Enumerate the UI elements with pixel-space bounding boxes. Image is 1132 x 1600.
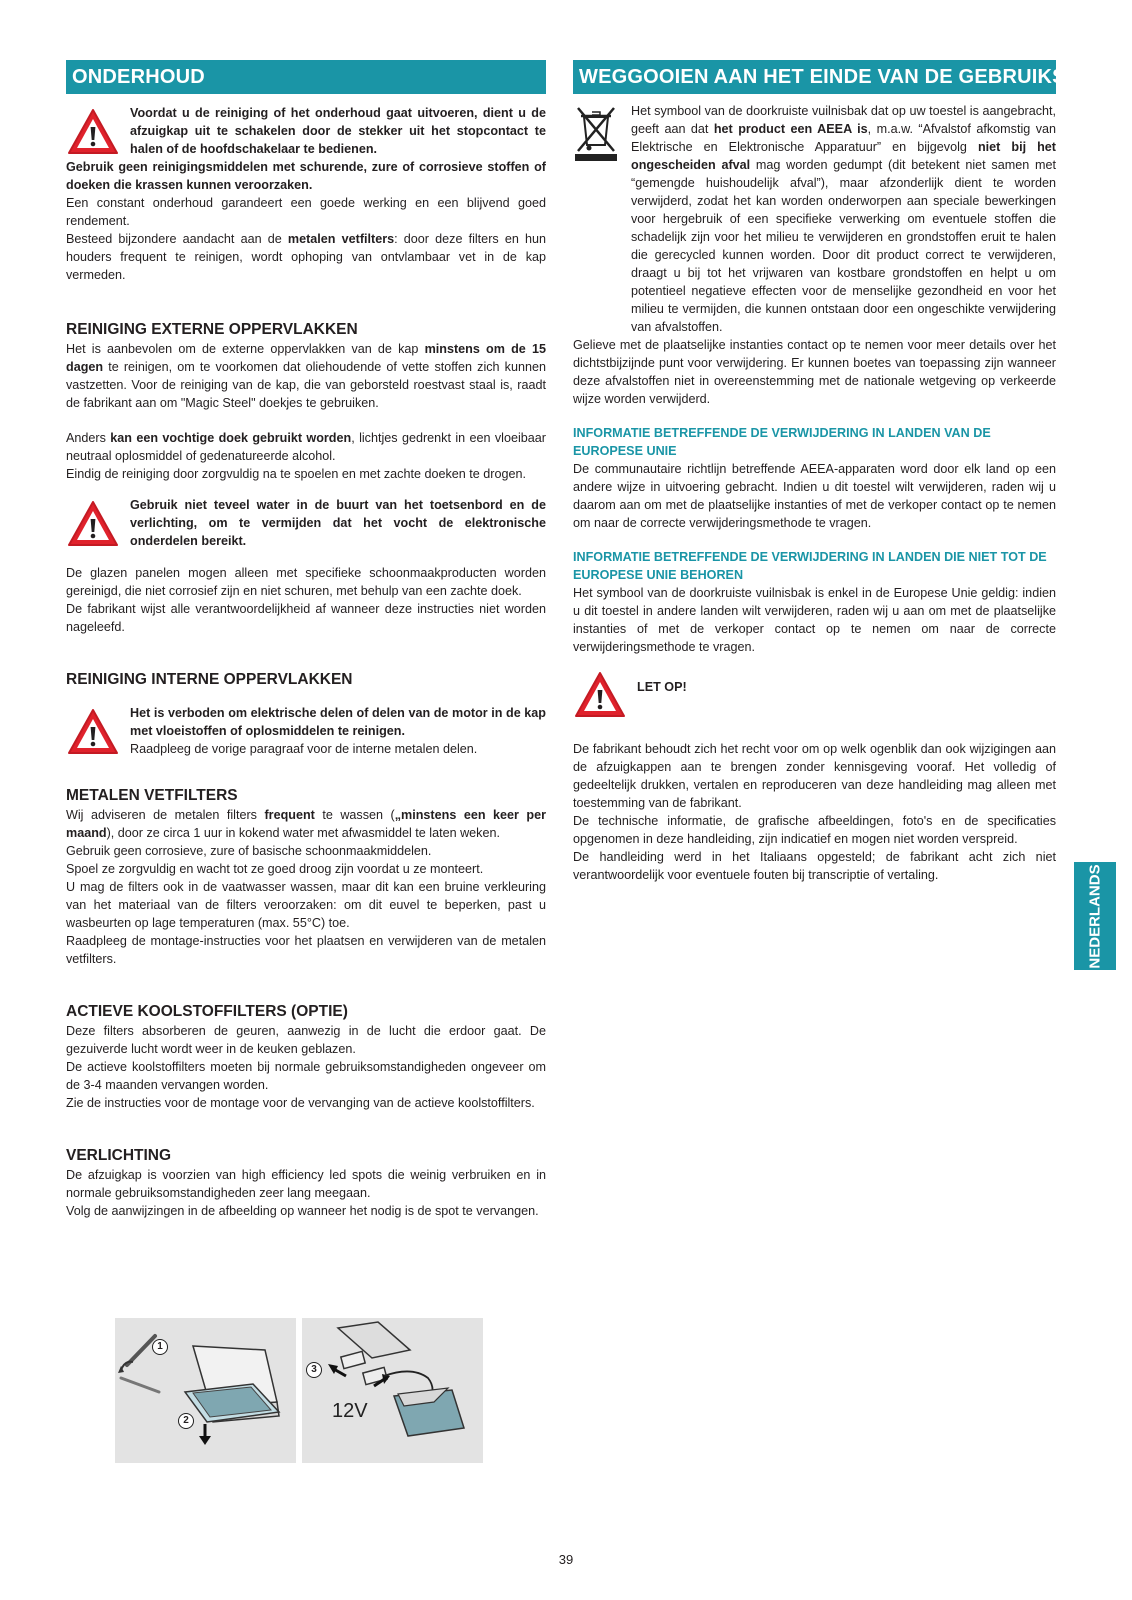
paragraph: Volg de aanwijzingen in de afbeelding op wanneer het nodig is de spot te vervangen.	[66, 1204, 539, 1218]
paragraph: Een constant onderhoud garandeert een goede werking en een blijvend goed rendement.	[66, 196, 546, 228]
warning-text: Voordat u de reiniging of het onderhoud gaat uitvoeren, dient u de afzuigkap uit te schakelen door de stekker uit het stopcontact te halen of de hoofdschakelaar te bedienen.	[130, 106, 546, 156]
step-3-badge: 3	[306, 1362, 322, 1378]
paragraph: De actieve koolstoffilters moeten bij normale gebruiksomstandigheden ongeveer om de 3-4 maanden vervangen worden.	[66, 1060, 546, 1092]
heading-externe-oppervlakken: REINIGING EXTERNE OPPERVLAKKEN	[66, 321, 358, 338]
warning-block-water	[66, 496, 546, 550]
paragraph: Gebruik geen corrosieve, zure of basische schoonmaakmiddelen.	[66, 844, 432, 858]
paragraph: Gelieve met de plaatselijke instanties contact op te nemen voor meer details over het dichtstbijzijnde punt voor verwijdering. Er kunnen boetes van toepassing zijn wanneer deze afvalstoffen niet in overeenstemming met de nationale wetgeving op verkeerde wijze worden verwijderd.	[573, 338, 1056, 406]
paragraph: Zie de instructies voor de montage voor de vervanging van de actieve koolstoffilters.	[66, 1096, 535, 1110]
paragraph: U mag de filters ook in de vaatwasser wassen, maar dit kan een bruine verkleuring van het materiaal van de filters veroorzaken: om dit euvel te beperken, past u wasbeurten op lage temperaturen (max. 55°C) toe.	[66, 880, 546, 930]
heading-eu: INFORMATIE BETREFFENDE DE VERWIJDERING IN LANDEN VAN DE EUROPESE UNIE	[573, 426, 991, 458]
warning-triangle-icon	[66, 499, 120, 549]
paragraph: De handleiding werd in het Italiaans opgesteld; de fabrikant acht zich niet verantwoordelijk voor eventuele fouten bij transcriptie of vertaling.	[573, 850, 1056, 882]
paragraph: De afzuigkap is voorzien van high efficiency led spots die weinig verbruiken en in normale gebruiksomstandigheden zeer lang meegaan.	[66, 1168, 546, 1200]
paragraph: Anders kan een vochtige doek gebruikt worden, lichtjes gedrenkt in een vloeibaar neutraal oplosmiddel of gedenatureerde alcohol.	[66, 431, 546, 463]
heading-interne-oppervlakken: REINIGING INTERNE OPPERVLAKKEN	[66, 671, 353, 688]
weee-crossed-bin-icon	[573, 104, 619, 162]
paragraph: Deze filters absorberen de geuren, aanwezig in de lucht die erdoor gaat. De gezuiverde lucht wordt weer in de keuken geblazen.	[66, 1024, 546, 1056]
paragraph: Wij adviseren de metalen filters frequent te wassen („minstens een keer per maand), door ze circa 1 uur in kokend water met afwasmiddel te laten weken.	[66, 808, 547, 840]
paragraph: De glazen panelen mogen alleen met specifieke schoonmaakproducten worden gereinigd, die niet corrosief zijn en niet schuren, met behulp van een zachte doek.	[66, 566, 546, 598]
page-number: 39	[558, 1552, 574, 1567]
heading-non-eu: INFORMATIE BETREFFENDE DE VERWIJDERING IN LANDEN DIE NIET TOT DE EUROPESE UNIE BEHOREN	[573, 550, 1047, 582]
right-column	[573, 60, 1125, 884]
voltage-label: 12V	[332, 1400, 368, 1422]
step-1-badge: 1	[152, 1339, 168, 1355]
step-2-badge: 2	[178, 1413, 194, 1429]
figure-led-connector	[302, 1318, 483, 1463]
warning-triangle-icon	[66, 707, 120, 757]
paragraph: Het symbool van de doorkruiste vuilnisbak dat op uw toestel is aangebracht, geeft aan dat het product een AEEA is, m.a.w. “Afvalstof afkomstig van Elektrische en Elektronische Apparatuur” en bijgevolg niet bij het ongescheiden afval mag worden gedumpt (dit betekent niet samen met “gemengde huishoudelijk afval”), maar afzonderlijk dient te worden verwijderd, zodat het kan worden onderworpen aan speciale bewerkingen voor hergebruik of een specifieke verwerking om eventuele stoffen die schadelijk zijn voor het milieu te verwijderen en grondstoffen eruit te halen die gerecycled kunnen worden. Door dit product correct te verwijderen, draagt u bij tot het vrijwaren van kostbare grondstoffen en helpt u om potentieel negatieve effecten voor de menselijke gezondheid en voor het milieu te vermijden, die kunnen ontstaan door een ongeschikte verwijdering van afvalstoffen.	[631, 104, 1057, 334]
figure-led-removal	[115, 1318, 296, 1463]
paragraph: Besteed bijzondere aandacht aan de metalen vetfilters: door deze filters en hun houders frequent te reinigen, wordt ophoping van ontvlambaar vet in de kap vermeden.	[66, 232, 546, 282]
paragraph: Raadpleeg de montage-instructies voor het plaatsen en verwijderen van de metalen vetfilters.	[66, 934, 546, 966]
warning-text: Het is verboden om elektrische delen of delen van de motor in de kap met vloeistoffen of oplosmiddelen te reinigen.	[130, 706, 546, 738]
paragraph: Het is aanbevolen om de externe oppervlakken van de kap minstens om de 15 dagen te reinigen, om te voorkomen dat oliehoudende of vette stoffen zich kunnen vastzetten. Voor de reiniging van de kap, die van geborsteld roestvast staal is, raadt de fabrikant aan om "Magic Steel" doekjes te gebruiken.	[66, 342, 546, 410]
warning-triangle-icon	[573, 670, 627, 720]
heading-verlichting: VERLICHTING	[66, 1147, 172, 1164]
warning-block-power	[66, 104, 546, 158]
paragraph: Het symbool van de doorkruiste vuilnisbak is enkel in de Europese Unie geldig: indien u dit toestel in andere landen wilt verwijderen, raden wij u aan om met de plaatselijke instanties of met de verkoper contact op te nemen om naar de correcte verwijderingsmethode te vragen.	[573, 586, 1056, 654]
warning-block-letop	[573, 670, 1056, 730]
section-banner-onderhoud: ONDERHOUD	[66, 60, 546, 94]
heading-metalen-vetfilters: METALEN VETFILTERS	[66, 787, 238, 804]
left-column	[66, 60, 546, 1220]
heading-koolstoffilters: ACTIEVE KOOLSTOFFILTERS (OPTIE)	[66, 1003, 348, 1020]
paragraph: Spoel ze zorgvuldig en wacht tot ze goed droog zijn voordat u ze monteert.	[66, 862, 484, 876]
warning-triangle-icon	[66, 107, 120, 157]
warning-text: LET OP!	[637, 680, 687, 694]
paragraph: De fabrikant behoudt zich het recht voor om op welk ogenblik dan ook wijzigingen aan de afzuigkappen aan te brengen zonder kennisgeving vooraf. Het volledig of gedeeltelijk drukken, vertalen en reproduceren van deze handleiding mag alleen met toestemming van de fabrikant.	[573, 742, 1056, 810]
paragraph: De communautaire richtlijn betreffende AEEA-apparaten word door elk land op een andere wijze in uitvoering gebracht. Indien u dit toestel wilt verwijderen, raden wij u daarom aan om met de plaatselijke instanties of met de verkoper contact op te nemen om naar de correcte verwijderingsmethode te vragen.	[573, 462, 1056, 530]
paragraph: De fabrikant wijst alle verantwoordelijkheid af wanneer deze instructies niet worden nageleefd.	[66, 602, 546, 634]
section-banner-weggooien: WEGGOOIEN AAN HET EINDE VAN DE GEBRUIKSDUUR	[573, 60, 1056, 94]
weee-block	[573, 102, 1056, 336]
paragraph: Eindig de reiniging door zorgvuldig na te spoelen en met zachte doeken te drogen.	[66, 467, 526, 481]
paragraph: De technische informatie, de grafische afbeeldingen, foto's en de specificaties opgenomen in deze handleiding, zijn indicatief en mogen niet worden verspreid.	[573, 814, 1056, 846]
language-tab: NEDERLANDS	[1074, 862, 1116, 970]
warning-text: Gebruik niet teveel water in de buurt van het toetsenbord en de verlichting, om te vermijden dat het vocht de elektronische onderdelen bereikt.	[130, 498, 546, 548]
warning-text-cleaning-agents: Gebruik geen reinigingsmiddelen met schurende, zure of corrosieve stoffen of doeken die krassen kunnen veroorzaken.	[66, 160, 546, 192]
warning-block-electrical	[66, 704, 546, 758]
paragraph: Raadpleeg de vorige paragraaf voor de interne metalen delen.	[130, 742, 478, 756]
